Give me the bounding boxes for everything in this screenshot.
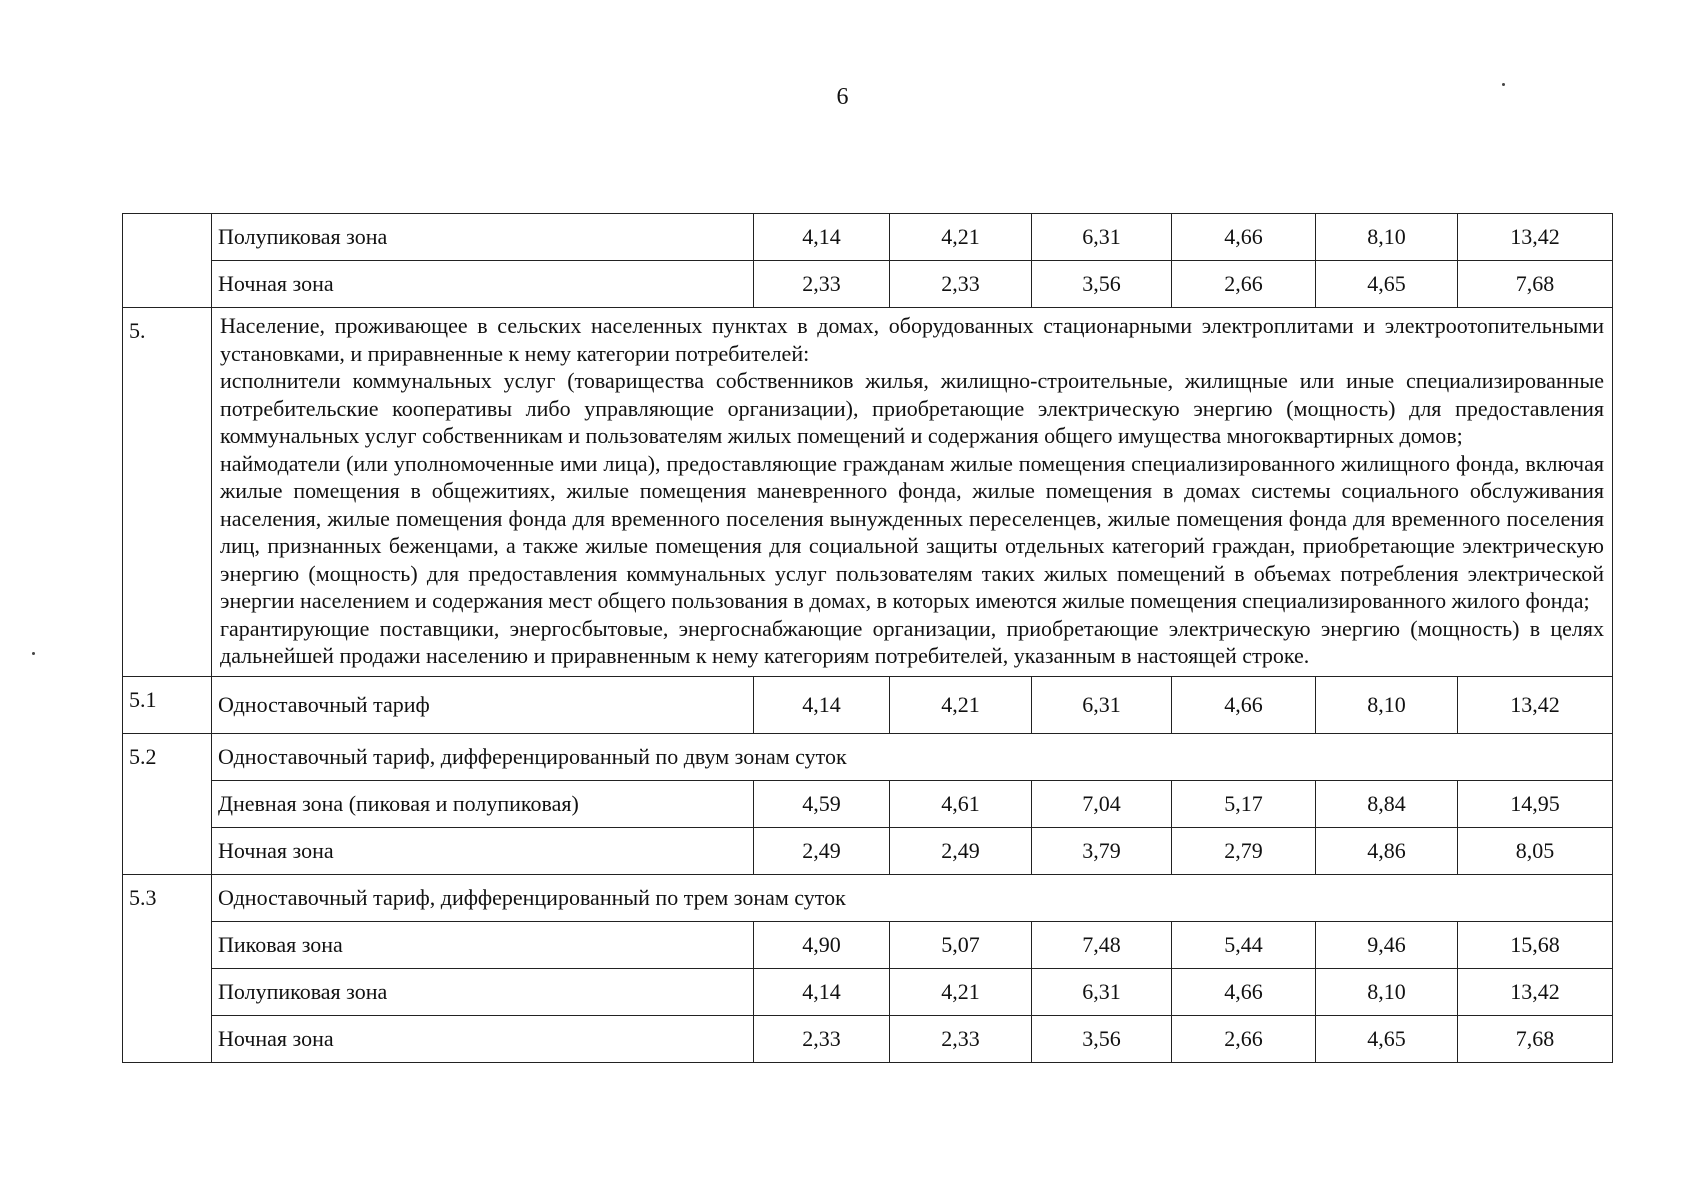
tariff-value-cell: 4,21 bbox=[890, 968, 1032, 1015]
tariff-value-cell: 4,59 bbox=[754, 780, 890, 827]
section-heading-row bbox=[123, 874, 1613, 921]
tariff-value-cell: 2,66 bbox=[1172, 261, 1316, 308]
tariff-value-cell: 2,66 bbox=[1172, 1015, 1316, 1062]
tariff-value-cell: 4,90 bbox=[754, 921, 890, 968]
row-number-cell: 5.1 bbox=[123, 676, 212, 733]
tariff-value-cell: 13,42 bbox=[1458, 968, 1613, 1015]
row-number-cell bbox=[123, 214, 212, 308]
description-cell bbox=[212, 308, 1613, 677]
tariff-value-cell: 9,46 bbox=[1316, 921, 1458, 968]
tariff-value-cell: 7,68 bbox=[1458, 1015, 1613, 1062]
tariff-value-cell: 2,79 bbox=[1172, 827, 1316, 874]
tariff-value-cell: 5,44 bbox=[1172, 921, 1316, 968]
tariff-value-cell: 8,10 bbox=[1316, 968, 1458, 1015]
tariff-table bbox=[122, 213, 1613, 1063]
tariff-value-cell: 8,84 bbox=[1316, 780, 1458, 827]
row-label-cell: Ночная зона bbox=[212, 261, 754, 308]
tariff-value-cell: 13,42 bbox=[1458, 676, 1613, 733]
section-heading-cell: Одноставочный тариф, дифференцированный по двум зонам суток bbox=[212, 733, 1613, 780]
row-label-cell: Полупиковая зона bbox=[212, 968, 754, 1015]
row-label-cell: Одноставочный тариф bbox=[212, 676, 754, 733]
tariff-value-cell: 4,21 bbox=[890, 214, 1032, 261]
tariff-value-cell: 4,65 bbox=[1316, 261, 1458, 308]
row-label-cell: Ночная зона bbox=[212, 1015, 754, 1062]
tariff-value-cell: 5,17 bbox=[1172, 780, 1316, 827]
tariff-value-cell: 3,79 bbox=[1032, 827, 1172, 874]
tariff-value-cell: 2,49 bbox=[890, 827, 1032, 874]
section-heading-row bbox=[123, 733, 1613, 780]
tariff-value-cell: 4,65 bbox=[1316, 1015, 1458, 1062]
row-label-cell: Полупиковая зона bbox=[212, 214, 754, 261]
tariff-value-cell: 8,05 bbox=[1458, 827, 1613, 874]
scan-speck bbox=[32, 652, 35, 655]
table-row bbox=[123, 968, 1613, 1015]
description-paragraph: наймодатели (или уполномоченные ими лица), предоставляющие гражданам жилые помещения специализированного жилищного фонда, включая жилые помещения в общежитиях, жилые помещения маневренного фонда, жилые помещения в домах системы социального обслуживания населения, жилые помещения фонда для временного поселения вынужденных переселенцев, жилые помещения фонда для временного поселения лиц, признанных беженцами, а также жилые помещения для социальной защиты отдельных категорий граждан, приобретающие электрическую энергию (мощность) для предоставления коммунальных услуг пользователям таких жилых помещений в объемах потребления электрической энергии населением и содержания мест общего пользования в домах, в которых имеются жилые помещения специализированного жилого фонда; bbox=[220, 450, 1604, 613]
tariff-value-cell: 4,66 bbox=[1172, 676, 1316, 733]
tariff-value-cell: 6,31 bbox=[1032, 968, 1172, 1015]
tariff-value-cell: 4,14 bbox=[754, 968, 890, 1015]
row-number-cell: 5. bbox=[123, 308, 212, 677]
tariff-value-cell: 8,10 bbox=[1316, 214, 1458, 261]
description-paragraph: исполнители коммунальных услуг (товарищества собственников жилья, жилищно-строительные, жилищные или иные специализированные потребительские кооперативы либо управляющие организации), приобретающие электрическую энергию (мощность) для предоставления коммунальных услуг собственникам и пользователям жилых помещений и содержания общего имущества многоквартирных домов; bbox=[220, 368, 1604, 448]
table-row bbox=[123, 261, 1613, 308]
tariff-table-body bbox=[123, 214, 1613, 1063]
tariff-value-cell: 4,14 bbox=[754, 676, 890, 733]
tariff-value-cell: 4,14 bbox=[754, 214, 890, 261]
tariff-value-cell: 3,56 bbox=[1032, 261, 1172, 308]
tariff-value-cell: 6,31 bbox=[1032, 676, 1172, 733]
table-row bbox=[123, 1015, 1613, 1062]
row-label-cell: Дневная зона (пиковая и полупиковая) bbox=[212, 780, 754, 827]
section-heading-cell: Одноставочный тариф, дифференцированный по трем зонам суток bbox=[212, 874, 1613, 921]
tariff-value-cell: 8,10 bbox=[1316, 676, 1458, 733]
tariff-value-cell: 2,33 bbox=[754, 261, 890, 308]
page-number: 6 bbox=[836, 84, 849, 110]
row-label-cell: Ночная зона bbox=[212, 827, 754, 874]
tariff-value-cell: 7,04 bbox=[1032, 780, 1172, 827]
tariff-value-cell: 4,86 bbox=[1316, 827, 1458, 874]
tariff-value-cell: 2,33 bbox=[890, 261, 1032, 308]
row-number-cell: 5.2 bbox=[123, 733, 212, 874]
tariff-value-cell: 7,48 bbox=[1032, 921, 1172, 968]
tariff-value-cell: 15,68 bbox=[1458, 921, 1613, 968]
tariff-value-cell: 13,42 bbox=[1458, 214, 1613, 261]
table-row bbox=[123, 921, 1613, 968]
tariff-value-cell: 7,68 bbox=[1458, 261, 1613, 308]
tariff-value-cell: 2,33 bbox=[890, 1015, 1032, 1062]
tariff-value-cell: 5,07 bbox=[890, 921, 1032, 968]
table-row bbox=[123, 214, 1613, 261]
tariff-value-cell: 2,33 bbox=[754, 1015, 890, 1062]
table-row bbox=[123, 676, 1613, 733]
description-row bbox=[123, 308, 1613, 677]
tariff-value-cell: 2,49 bbox=[754, 827, 890, 874]
description-paragraph: Население, проживающее в сельских населенных пунктах в домах, оборудованных стационарными электроплитами и электроотопительными установками, и приравненные к нему категории потребителей: bbox=[220, 313, 1604, 366]
table-row bbox=[123, 827, 1613, 874]
tariff-value-cell: 4,61 bbox=[890, 780, 1032, 827]
scan-speck bbox=[1502, 83, 1505, 86]
tariff-value-cell: 4,66 bbox=[1172, 214, 1316, 261]
row-label-cell: Пиковая зона bbox=[212, 921, 754, 968]
row-number-cell: 5.3 bbox=[123, 874, 212, 1062]
tariff-value-cell: 3,56 bbox=[1032, 1015, 1172, 1062]
tariff-value-cell: 6,31 bbox=[1032, 214, 1172, 261]
table-row bbox=[123, 780, 1613, 827]
tariff-value-cell: 4,66 bbox=[1172, 968, 1316, 1015]
tariff-value-cell: 14,95 bbox=[1458, 780, 1613, 827]
tariff-value-cell: 4,21 bbox=[890, 676, 1032, 733]
description-paragraph: гарантирующие поставщики, энергосбытовые, энергоснабжающие организации, приобретающие электрическую энергию (мощность) в целях дальнейшей продажи населению и приравненным к нему категориям потребителей, указанным в настоящей строке. bbox=[220, 615, 1604, 668]
